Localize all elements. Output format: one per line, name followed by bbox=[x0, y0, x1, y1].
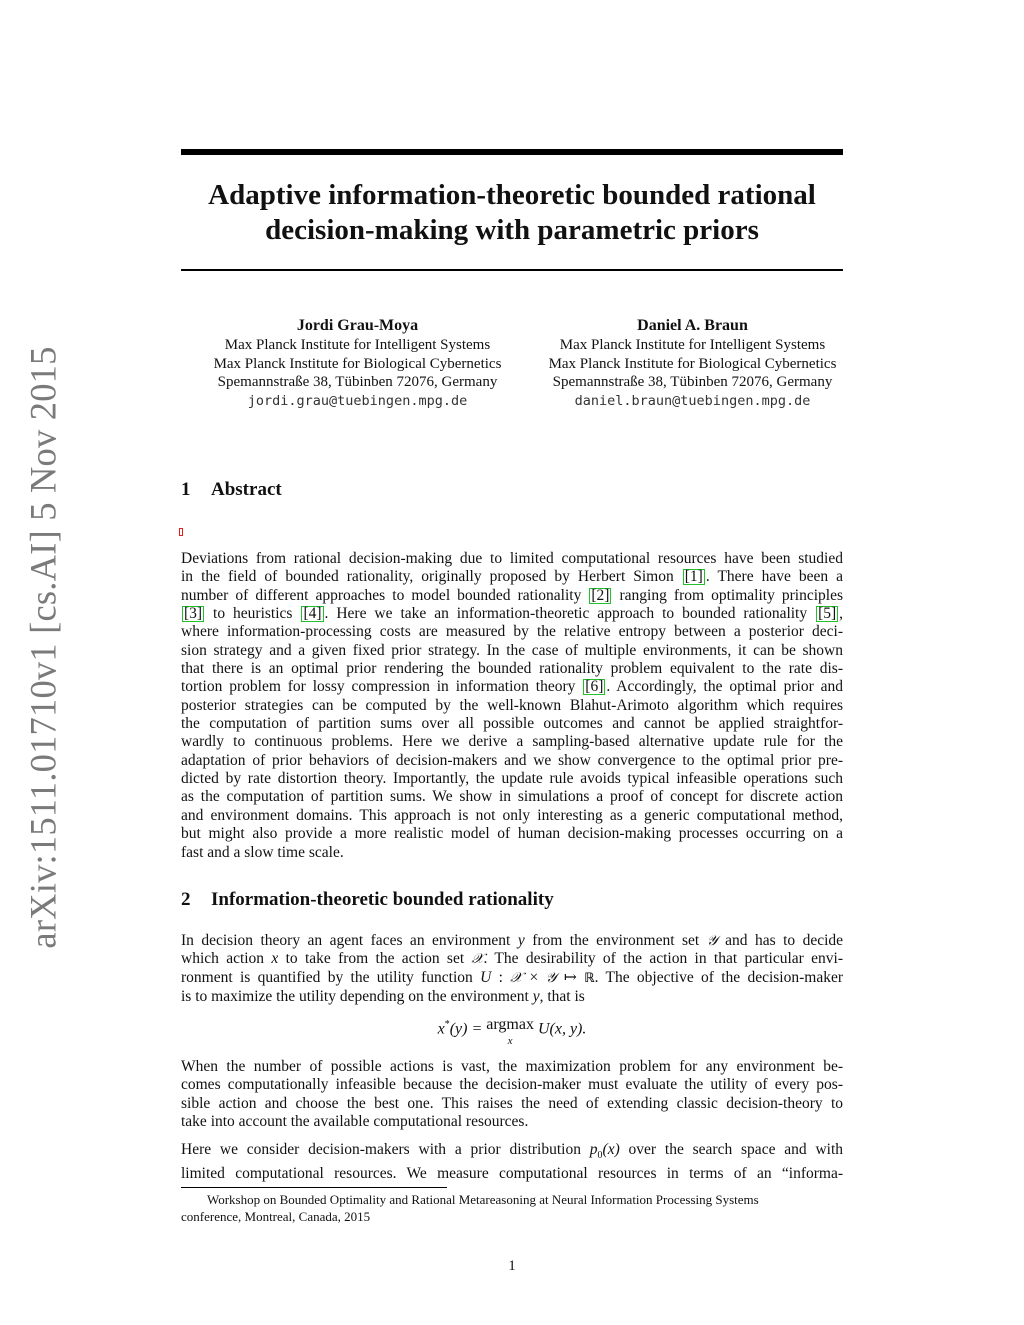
text-line: fast and a slow time scale. bbox=[181, 843, 344, 861]
text-line: number of different approaches to model bounded rationality [2] ranging from optimality principles bbox=[181, 586, 843, 604]
author-name: Daniel A. Braun bbox=[637, 317, 748, 334]
author-affiliation: Max Planck Institute for Intelligent Systems bbox=[559, 337, 826, 353]
text-line: is to maximize the utility depending on the environment y, that is bbox=[181, 988, 585, 1006]
title-line-1: Adaptive information-theoretic bounded rational bbox=[208, 179, 816, 211]
text-line: In decision theory an agent faces an environment y from the environment set 𝒴 and has to decide bbox=[181, 932, 844, 949]
section-title: Abstract bbox=[211, 479, 282, 500]
text-line: that there is an optimal prior rendering the bounded rationality problem equivalent to the rate dis- bbox=[181, 660, 843, 678]
text-line: Deviations from rational decision-making due to limited computational resources have been studied bbox=[181, 550, 843, 567]
text-line: tortion problem for lossy compression in information theory [6] . Accordingly, the optimal prior and bbox=[181, 678, 844, 696]
equation-argmax: x*(y) = argmax x U(x, y). bbox=[437, 1016, 587, 1047]
author-block bbox=[181, 316, 843, 410]
footnote-line: conference, Montreal, Canada, 2015 bbox=[181, 1209, 371, 1224]
text-line: When the number of possible actions is vast, the maximization problem for any environment be- bbox=[181, 1058, 843, 1075]
citation-link[interactable]: [4] bbox=[303, 605, 322, 623]
abstract-paragraph bbox=[181, 550, 843, 862]
footnote-rule bbox=[181, 1187, 447, 1188]
title-line-2: decision-making with parametric priors bbox=[265, 214, 759, 246]
section-title: Information-theoretic bounded rationality bbox=[211, 889, 554, 910]
arxiv-stamp-text: arXiv:1511.01710v1 [cs.AI] 5 Nov 2015 bbox=[22, 345, 64, 949]
text-line: Here we consider decision-makers with a prior distribution $p_0(x)$ over the search space and with bbox=[181, 1141, 843, 1162]
text-line: [3] to heuristics [4] . Here we take an information-theoretic approach to bounded rationality [5] , bbox=[184, 605, 844, 623]
title-rule-top bbox=[181, 149, 843, 155]
text-line: but might also provide a more realistic model of human decision-making processes occurring on a bbox=[181, 825, 843, 843]
section2-paragraph-2 bbox=[181, 1058, 843, 1131]
text-line: posterior strategies can be computed by the well-known Blahut-Arimoto algorithm which requires bbox=[181, 696, 843, 714]
section-number: 1 bbox=[181, 479, 191, 500]
text-line: which action x to take from the action set 𝒳. The desirability of the action in that particular envi- bbox=[181, 950, 843, 968]
text-line: take into account the available computational resources. bbox=[181, 1113, 529, 1131]
citation-link[interactable]: [6] bbox=[585, 678, 604, 696]
author-address: Spemannstraße 38, Tübinben 72076, Germany bbox=[217, 374, 498, 390]
author-name: Jordi Grau-Moya bbox=[296, 317, 419, 334]
author-affiliation: Max Planck Institute for Intelligent Systems bbox=[224, 337, 491, 353]
section-heading-abstract bbox=[181, 479, 282, 501]
text-line: comes computationally infeasible because the decision-maker must evaluate the utility of every pos- bbox=[181, 1076, 843, 1094]
author-address: Spemannstraße 38, Tübinben 72076, Germany bbox=[552, 374, 833, 390]
text-line: ronment is quantified by the utility function U : 𝒳 × 𝒴 ↦ ℝ. The objective of the decision-maker bbox=[181, 968, 843, 986]
footnote-anchor-link[interactable] bbox=[179, 528, 183, 536]
section2-paragraph-1 bbox=[181, 932, 843, 1006]
citation-link[interactable]: [1] bbox=[684, 568, 703, 586]
citation-link[interactable]: [5] bbox=[818, 605, 837, 623]
text-line: wardly to continuous problems. Here we derive a sampling-based alternative update rule for the bbox=[181, 733, 843, 751]
arxiv-stamp bbox=[12, 345, 74, 949]
text-line: in the field of bounded rationality, originally proposed by Herbert Simon [1] . There have been a bbox=[181, 568, 844, 586]
author-email-link[interactable]: daniel.braun@tuebingen.mpg.de bbox=[574, 392, 811, 409]
text-line: sion strategy and a given fixed prior strategy. In the case of multiple environments, it can be shown bbox=[181, 641, 843, 659]
author-email-link[interactable]: jordi.grau@tuebingen.mpg.de bbox=[247, 392, 468, 409]
argmax-operator: argmax x bbox=[486, 1016, 534, 1047]
section-heading-bounded-rationality bbox=[181, 889, 554, 911]
text-line: dicted by rate distortion theory. Importantly, the update rule avoids typical infeasible operations such bbox=[181, 770, 843, 788]
citation-link[interactable]: [2] bbox=[591, 586, 610, 604]
text-line: where information-processing costs are measured by the relative entropy between a posterior deci- bbox=[181, 623, 843, 641]
citation-link[interactable]: [3] bbox=[184, 605, 203, 623]
footnote bbox=[181, 1191, 843, 1225]
title-rule-bottom bbox=[181, 269, 843, 271]
author-affiliation: Max Planck Institute for Biological Cybernetics bbox=[213, 355, 502, 372]
text-line: as the computation of partition sums. We show in simulations a proof of concept for discrete action bbox=[181, 788, 843, 806]
section2-paragraph-3 bbox=[181, 1141, 843, 1184]
section-number: 2 bbox=[181, 889, 191, 910]
author-2 bbox=[527, 316, 858, 410]
author-1 bbox=[192, 316, 523, 410]
page-number: 1 bbox=[508, 1258, 516, 1274]
author-affiliation: Max Planck Institute for Biological Cybernetics bbox=[548, 355, 837, 372]
text-line: adaptation of prior behaviors of decision-makers and we show convergence to the optimal prior pre- bbox=[181, 751, 843, 769]
footnote-line: Workshop on Bounded Optimality and Rational Metareasoning at Neural Information Processing Systems bbox=[207, 1192, 759, 1207]
text-line: and environment domains. This approach is not only interesting as a generic computational method, bbox=[181, 806, 843, 824]
paper-title bbox=[181, 178, 843, 248]
text-line: limited computational resources. We measure computational resources in terms of an “informa- bbox=[181, 1165, 843, 1183]
text-line: sible action and choose the best one. This raises the need of extending classic decision-theory to bbox=[181, 1094, 843, 1112]
text-line: the computation of partition sums over all possible outcomes and cannot be applied straightfor- bbox=[181, 715, 843, 733]
